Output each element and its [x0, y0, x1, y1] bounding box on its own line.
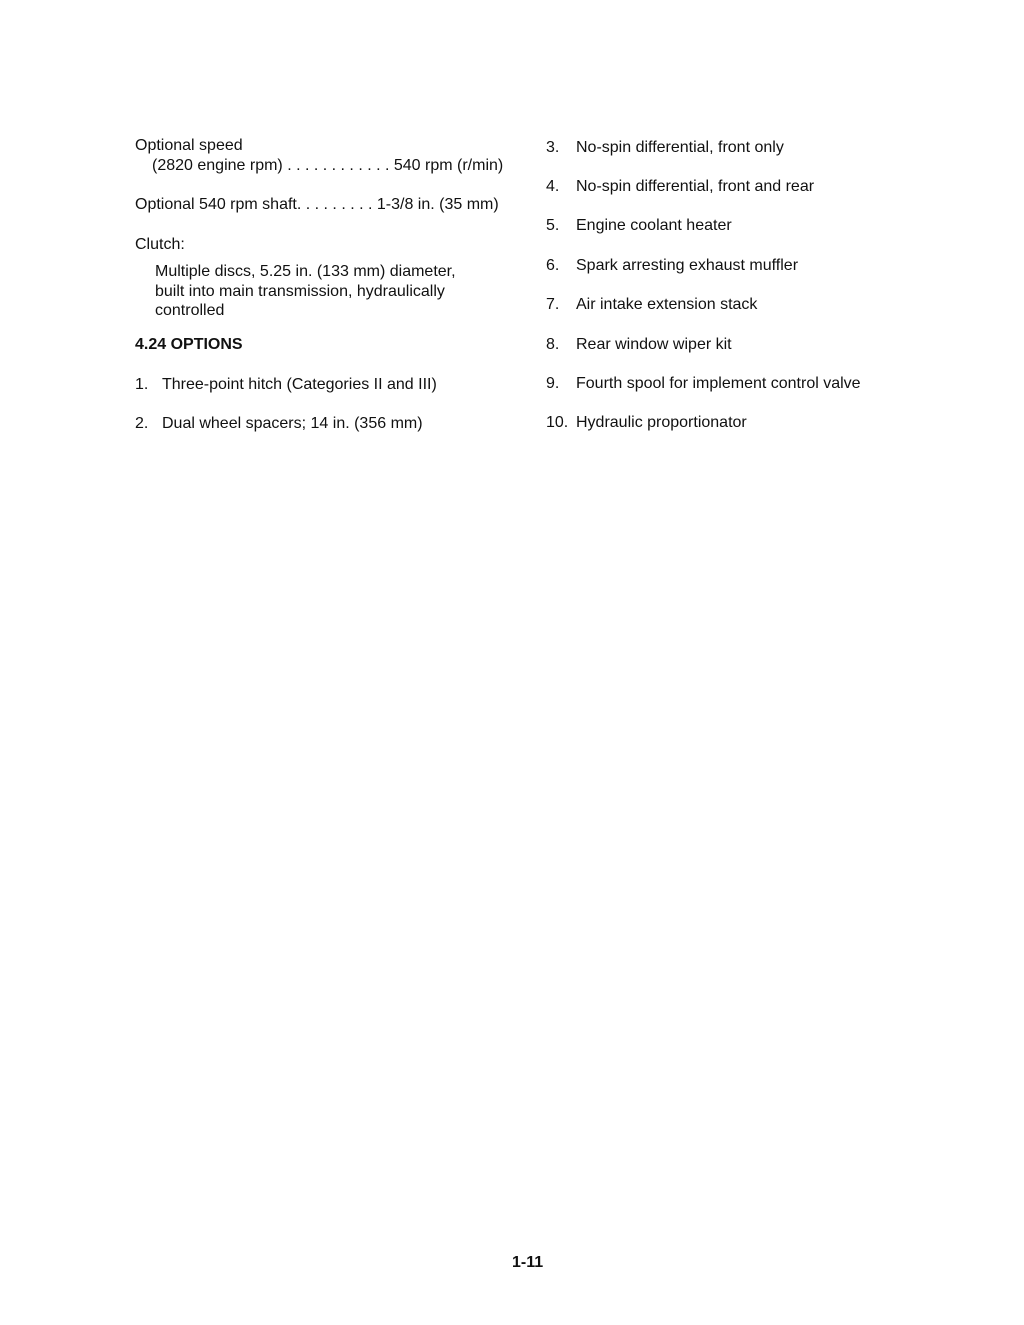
list-item-text: Hydraulic proportionator	[576, 414, 747, 431]
options-heading: 4.24 OPTIONS	[135, 336, 243, 353]
clutch-label: Clutch:	[135, 236, 185, 253]
list-item	[135, 415, 423, 433]
list-item-text: Rear window wiper kit	[576, 336, 732, 353]
clutch-description-line-1: Multiple discs, 5.25 in. (133 mm) diameter,	[155, 263, 456, 280]
list-item-number: 9.	[546, 375, 560, 392]
list-item-text: Engine coolant heater	[576, 217, 732, 234]
list-item-text: Three-point hitch (Categories II and III)	[162, 376, 437, 393]
list-item-text: Dual wheel spacers; 14 in. (356 mm)	[162, 415, 423, 432]
list-item	[546, 414, 747, 432]
clutch-description-line-2: built into main transmission, hydraulically	[155, 283, 445, 300]
list-item-number: 7.	[546, 296, 560, 313]
list-item-number: 4.	[546, 178, 560, 195]
list-item-number: 6.	[546, 257, 560, 274]
list-item	[546, 375, 861, 393]
optional-speed-label: Optional speed	[135, 137, 243, 154]
optional-shaft-spec: Optional 540 rpm shaft. . . . . . . . . 1-3/8 in. (35 mm)	[135, 196, 499, 213]
page-number: 1-11	[512, 1254, 544, 1271]
list-item	[135, 376, 437, 394]
list-item-number: 2.	[135, 415, 149, 432]
list-item	[546, 257, 798, 275]
optional-speed-detail: (2820 engine rpm) . . . . . . . . . . . . 540 rpm (r/min)	[152, 157, 504, 174]
list-item-text: Spark arresting exhaust muffler	[576, 257, 799, 274]
list-item-text: No-spin differential, front only	[576, 139, 784, 156]
list-item-number: 10.	[546, 414, 569, 431]
clutch-description-line-3: controlled	[155, 302, 225, 319]
list-item-number: 5.	[546, 217, 560, 234]
list-item-number: 1.	[135, 376, 149, 393]
list-item-text: Air intake extension stack	[576, 296, 758, 313]
list-item-number: 3.	[546, 139, 560, 156]
list-item	[546, 336, 732, 354]
list-item-number: 8.	[546, 336, 560, 353]
list-item-text: No-spin differential, front and rear	[576, 178, 815, 195]
list-item	[546, 178, 814, 196]
list-item-text: Fourth spool for implement control valve	[576, 375, 861, 392]
list-item	[546, 139, 784, 157]
list-item	[546, 296, 757, 314]
list-item	[546, 217, 732, 235]
